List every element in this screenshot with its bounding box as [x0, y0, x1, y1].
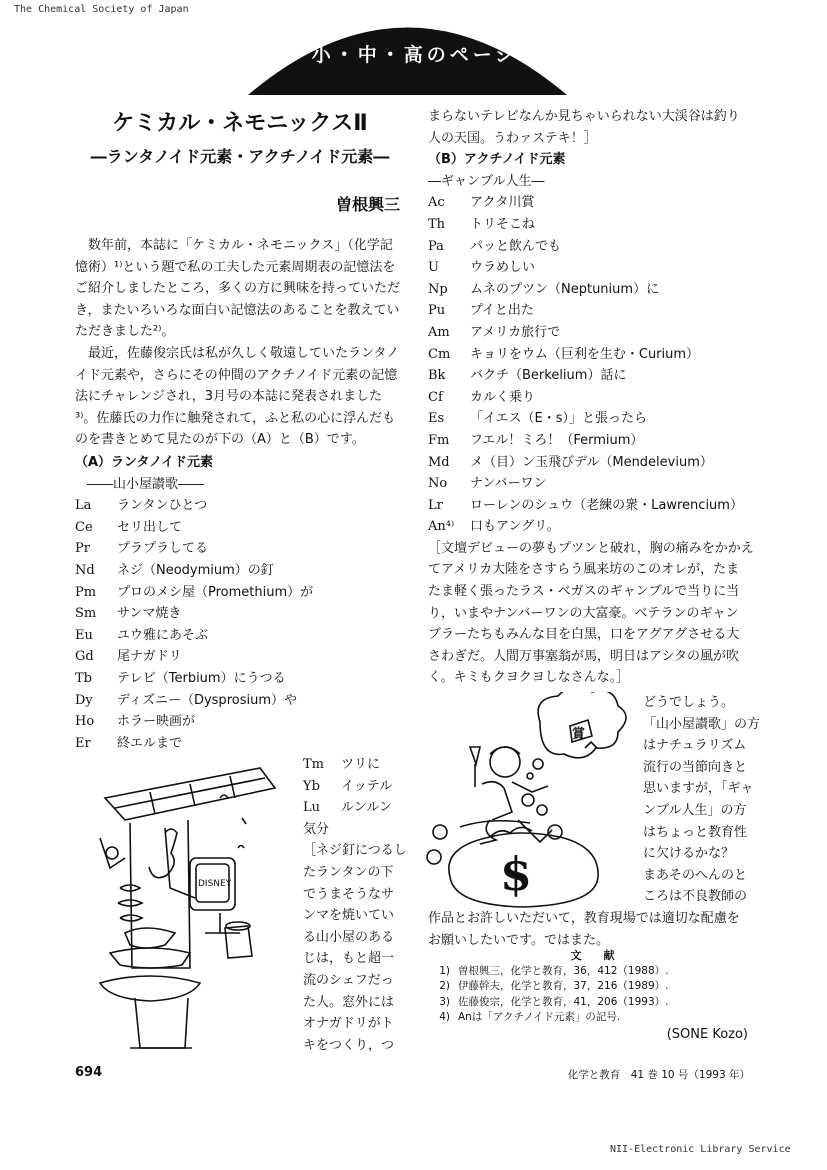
closing-full	[428, 908, 758, 951]
element-row	[428, 473, 758, 495]
mnemonic-text: プラプラしてる	[117, 541, 209, 557]
mnemonic-text: カルく乗り	[470, 389, 536, 405]
col2-line-2: 人の天国。うわァステキ！］	[428, 130, 597, 146]
cabin-scene-illustration	[70, 758, 295, 1058]
story-line: 流のシェフだっ	[303, 972, 394, 988]
element-row	[428, 408, 758, 430]
reference-item	[430, 964, 755, 980]
element-symbol: Lu	[303, 800, 321, 816]
element-row	[75, 495, 405, 517]
story-line: ンマを焼いてい	[303, 908, 395, 924]
mnemonic-text: テレビ（Terbium）にうつる	[117, 670, 286, 686]
element-symbol: Gd	[75, 649, 94, 665]
story-line: オナガドリがト	[303, 1016, 394, 1032]
element-symbol: Ce	[75, 519, 93, 535]
mnemonic-text: キョリをウム（巨利を生む・Curium）	[470, 346, 700, 362]
mnemonic-text: アクタ川賞	[470, 195, 535, 211]
element-row	[428, 192, 758, 214]
reference-text: 曽根興三，化学と教育，36，412（1988）.	[458, 964, 669, 977]
mnemonic-text: 終エルまで	[117, 735, 183, 751]
story-line: ［文壇デビューの夢もプツンと破れ，胸の痛みをかかえ	[428, 540, 754, 556]
element-row	[428, 495, 758, 517]
element-row	[75, 538, 405, 560]
mnemonic-text: トリそこね	[470, 216, 536, 232]
mnemonic-text: アメリカ旅行で	[470, 324, 561, 340]
element-row	[75, 517, 405, 539]
banner-title: 小・中・高のページ	[311, 44, 519, 66]
story-line: く。キミもクヨクヨしなさんな。］	[428, 670, 630, 686]
element-symbol: Md	[428, 454, 450, 470]
mnemonic-text: 口もアングリ。	[470, 519, 560, 535]
article-title: ケミカル・ネモニックスⅡ	[112, 111, 368, 136]
element-symbol: Eu	[75, 627, 93, 643]
closing-line: ころは不良教師の	[643, 889, 748, 905]
mnemonic-text: フエル！ミろ！（Fermium）	[470, 432, 644, 448]
lanthanoid-list	[75, 495, 405, 754]
closing-line: 「山小屋讃歌」の方	[643, 716, 761, 732]
element-symbol: Cf	[428, 389, 443, 405]
reference-number: 1)	[439, 964, 450, 977]
element-symbol: Am	[428, 324, 450, 340]
references-heading: 文 献	[570, 949, 615, 962]
closing-line: どうでしょう。	[643, 695, 735, 710]
element-row	[75, 668, 405, 690]
closing-narrow	[643, 692, 761, 908]
element-row	[75, 582, 405, 604]
page-number: 694	[75, 1065, 103, 1080]
references	[430, 948, 755, 1026]
element-symbol: Nd	[75, 562, 95, 578]
element-row	[428, 236, 758, 258]
mnemonic-text: パッと飲んでも	[470, 238, 562, 254]
mnemonic-text: イッテル	[341, 778, 393, 794]
element-row	[428, 322, 758, 344]
element-row	[75, 711, 405, 733]
mnemonic-text: ムネのプツン（Neptunium）に	[470, 281, 660, 297]
element-row	[428, 452, 758, 474]
element-symbol: Pm	[75, 584, 97, 600]
element-symbol: Pr	[75, 541, 90, 557]
element-row	[75, 646, 405, 668]
mnemonic-text: セリ出して	[117, 519, 183, 535]
element-symbol: Fm	[428, 432, 450, 448]
element-symbol: Bk	[428, 368, 446, 384]
author-roman: (SONE Kozo)	[666, 1027, 748, 1042]
reference-item	[430, 995, 755, 1011]
element-row	[428, 387, 758, 409]
section-b-heading: （B）アクチノイド元素	[428, 152, 566, 168]
prize-sign-label: 賞	[572, 727, 586, 742]
intro-text	[75, 235, 402, 451]
element-symbol: U	[428, 260, 439, 276]
element-symbol: Lr	[428, 497, 443, 513]
tv-label: DISNEY	[198, 879, 232, 889]
element-row	[303, 776, 403, 798]
reference-item	[430, 979, 755, 995]
story-line: でうまそうなサ	[303, 886, 395, 902]
actinoid-list	[428, 192, 758, 538]
intro-paragraph-1: 数年前，本誌に「ケミカル・ネモニックス」（化学記憶術）¹⁾という題で私の工夫した元素周期表の記憶法をご紹介しましたところ，多くの方に興味を持っていただき，またいろいろな面白い記憶法のあることを教えていただきました²⁾。	[75, 238, 401, 340]
closing-line-1: 作品とお許しいただいて，教育現場では適切な配慮を	[428, 911, 740, 926]
mnemonic-text: ローレンのシュウ（老練の衆・Lawrencium）	[470, 497, 743, 513]
closing-line: はちょっと教育性	[643, 824, 748, 840]
element-symbol: Ac	[428, 195, 445, 211]
element-row	[428, 300, 758, 322]
element-symbol: Ho	[75, 714, 95, 730]
section-a-subheading: ――山小屋讃歌――	[87, 476, 205, 492]
mnemonic-text: ディズニー（Dysprosium）や	[117, 692, 297, 708]
closing-line: に欠けるかな？	[643, 846, 735, 862]
element-symbol: Sm	[75, 606, 97, 622]
section-a-continued	[303, 754, 407, 1056]
element-symbol: Es	[428, 411, 445, 427]
element-row	[428, 279, 758, 301]
column-2	[428, 106, 758, 689]
closing-line: 思いますが，「ギャ	[643, 781, 754, 797]
closing-line: ンブル人生」の方	[643, 802, 747, 818]
library-service: NII-Electronic Library Service	[610, 1144, 791, 1155]
element-row	[303, 754, 403, 776]
mnemonic-text: ホラー映画が	[117, 714, 196, 730]
story-line: じは，もと超一	[303, 951, 395, 967]
reference-text: 伊藤幹夫，化学と教育，37，216（1989）.	[458, 980, 669, 992]
element-row	[428, 516, 758, 538]
closing-line-2: お願いしたいです。ではまた。	[428, 932, 609, 948]
mnemonic-text: サンマ焼き	[117, 606, 182, 622]
element-row	[428, 214, 758, 236]
element-symbol: Np	[428, 281, 448, 297]
story-line: てアメリカ大陸をさすらう風来坊のこのオレが，たま	[428, 562, 740, 578]
element-symbol: Pu	[428, 303, 446, 319]
dollar-symbol: $	[500, 847, 533, 901]
element-symbol: Th	[428, 216, 446, 232]
mnemonic-text: ユウ雅にあそぶ	[117, 627, 209, 643]
story-line: さわぎだ。人間万事塞翁が馬，明日はアシタの風が吹	[428, 648, 739, 664]
element-row	[428, 344, 758, 366]
reference-number: 3)	[439, 995, 450, 1008]
story-line: たま軽く張ったラス・ベガスのギャンブルで当りに当	[428, 584, 740, 600]
element-symbol: La	[75, 498, 92, 514]
section-a-heading: （A）ランタノイド元素	[75, 455, 213, 470]
element-row	[75, 690, 405, 712]
mnemonic-text: 尾ナガドリ	[117, 649, 182, 665]
society-label: The Chemical Society of Japan	[14, 4, 189, 15]
element-row	[75, 603, 405, 625]
closing-line: はナチュラリズム	[643, 738, 747, 754]
mnemonic-text: 「イエス（E・s）」と張ったら	[470, 411, 647, 427]
cabin-story	[303, 819, 407, 1057]
story-line: 気分	[303, 821, 330, 837]
gambler-on-money-bag-illustration	[420, 692, 635, 937]
closing-line: 流行の当節向きと	[643, 759, 748, 775]
reference-number: 4)	[439, 1011, 450, 1023]
element-symbol: Er	[75, 735, 91, 751]
col2-line-1: まらないテレビなんか見ちゃいられない大渓谷は釣り	[428, 109, 740, 124]
closing-line: まあそのへんのと	[643, 867, 748, 883]
element-row	[75, 560, 405, 582]
element-row	[428, 257, 758, 279]
element-row	[428, 365, 758, 387]
element-symbol: Tm	[303, 757, 324, 772]
element-row	[75, 733, 405, 755]
mnemonic-text: ウラめしい	[470, 260, 536, 276]
story-line: キをつくり，つ	[303, 1037, 395, 1053]
mnemonic-text: ツリに	[341, 757, 381, 772]
element-symbol: Cm	[428, 346, 451, 362]
element-row	[75, 625, 405, 647]
mnemonic-text: メ（目）ン玉飛びデル（Mendelevium）	[470, 454, 713, 470]
lanthanoid-list-2	[303, 754, 403, 819]
element-symbol: No	[428, 476, 448, 492]
mnemonic-text: プロのメシ屋（Promethium）が	[117, 584, 314, 600]
story-line: る山小屋のある	[303, 929, 395, 945]
reference-number: 2)	[439, 980, 450, 992]
article-subtitle: ―ランタノイド元素・アクチノイド元素―	[90, 147, 390, 166]
element-symbol: Yb	[303, 778, 320, 794]
element-row	[428, 430, 758, 452]
gambler-story	[428, 538, 758, 689]
story-line: たランタンの下	[303, 864, 394, 880]
mnemonic-text: プイと出た	[470, 303, 534, 319]
section-b-subheading: ―ギャンブル人生―	[428, 173, 545, 189]
story-line: ［ネジ釘につるし	[303, 843, 407, 859]
mnemonic-text: ナンバーワン	[470, 476, 547, 492]
author-name: 曽根興三	[335, 195, 400, 214]
mnemonic-text: バクチ（Berkelium）話に	[470, 368, 627, 384]
story-line: ブラーたちもみんな目を白黒，口をアグアグさせる大	[428, 627, 740, 643]
journal-info: 化学と教育 41 巻 10 号（1993 年）	[567, 1069, 750, 1081]
reference-text: 佐藤俊宗，化学と教育，41，206（1993）.	[458, 995, 669, 1008]
mnemonic-text: ネジ（Neodymium）の釘	[117, 562, 274, 578]
reference-text: Anは「アクチノイド元素」の記号.	[458, 1011, 621, 1023]
mnemonic-text: ルンルン	[341, 800, 393, 816]
element-symbol: Dy	[75, 692, 93, 708]
element-symbol: An⁴⁾	[428, 519, 455, 535]
section-a	[75, 452, 405, 754]
intro-paragraph-2: 最近，佐藤俊宗氏は私が久しく敬遠していたランタノイド元素や，さらにその仲間のアクチノイド元素の記憶法にチャレンジされ，3月号の本誌に発表されました³⁾。佐藤氏の力作に触発されて，ふと私の心に浮んだものを書きとめて見たのが下の（A）と（B）です。	[75, 345, 400, 448]
mnemonic-text: ランタンひとつ	[117, 498, 208, 514]
story-line: た人。窓外には	[303, 994, 395, 1010]
story-line: り，いまやナンバーワンの大富豪。ベテランのギャン	[428, 605, 739, 621]
element-row	[303, 797, 403, 819]
reference-item	[430, 1010, 755, 1026]
element-symbol: Pa	[428, 238, 444, 254]
element-symbol: Tb	[75, 670, 92, 686]
